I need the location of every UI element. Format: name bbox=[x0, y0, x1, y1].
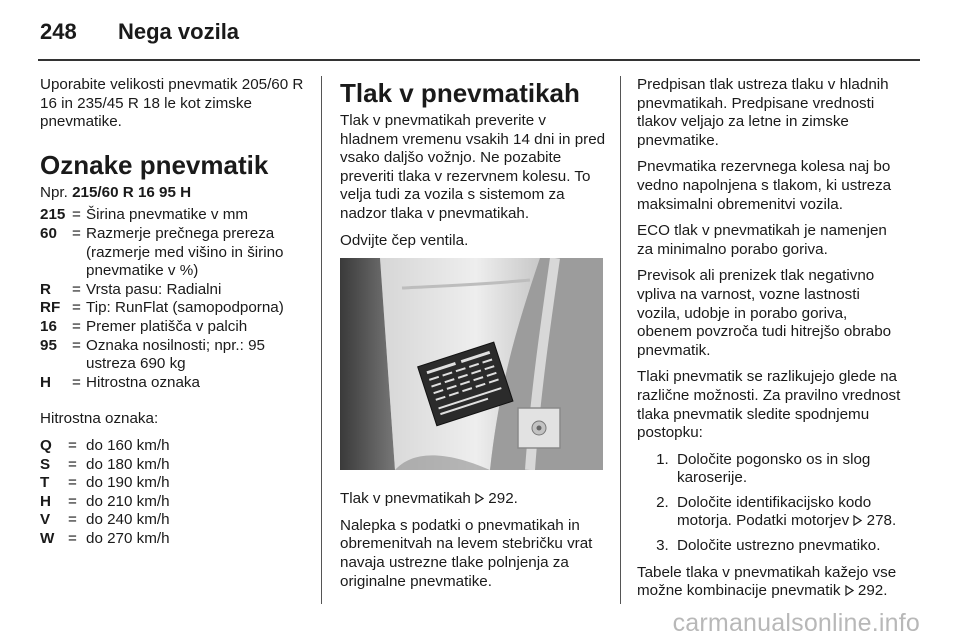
definition-desc: Tip: RunFlat (samopodporna) bbox=[86, 299, 284, 317]
pressure-table-text: Tabele tlaka v pnevmatikah kažejo vse možne kombinacije pnevmatik bbox=[637, 563, 897, 600]
definition-desc: Vrsta pasu: Radialni bbox=[86, 280, 222, 298]
valve-cap-instruction: Odvijte čep ventila. bbox=[340, 231, 469, 249]
photo-caption bbox=[340, 490, 608, 509]
definition-term: RF bbox=[40, 299, 61, 317]
example-prefix: Npr. bbox=[40, 183, 73, 201]
definition-row bbox=[40, 337, 308, 374]
speed-desc: do 240 km/h bbox=[86, 511, 170, 529]
speed-term: Q bbox=[40, 436, 52, 454]
page-reference-icon bbox=[853, 515, 862, 526]
pressure-effect-paragraph: Previsok ali prenizek tlak negativno vpliva na varnost, vozne lastnosti vozila, udobje in porabo goriva, obenem povzroča tudi hitrejšo obrabo pnevmatik. bbox=[637, 267, 892, 359]
speed-separator: = bbox=[68, 511, 77, 529]
header-divider bbox=[38, 59, 920, 61]
spare-tire-paragraph: Pnevmatika rezervnega kolesa naj bo vedno napolnjena s tlakom, ki ustreza maksimalni obremenitvi vozila. bbox=[637, 158, 892, 213]
tire-definition-list bbox=[40, 206, 308, 392]
definition-term: 16 bbox=[40, 317, 57, 335]
definition-separator: = bbox=[72, 280, 81, 298]
speed-term: H bbox=[40, 492, 51, 510]
definition-row bbox=[40, 225, 308, 281]
speed-separator: = bbox=[68, 455, 77, 473]
pressure-table-page-ref[interactable]: 292. bbox=[857, 582, 888, 600]
speed-separator: = bbox=[68, 492, 77, 510]
tire-pressure-heading: Tlak v pnevmatikah bbox=[340, 78, 580, 108]
chapter-title: Nega vozila bbox=[118, 19, 240, 44]
speed-row bbox=[40, 437, 308, 456]
pressure-table-paragraph bbox=[637, 564, 905, 601]
definition-desc: Premer platišča v palcih bbox=[86, 317, 248, 335]
procedure-step bbox=[673, 494, 905, 531]
speed-row bbox=[40, 511, 308, 530]
step-page-ref[interactable]: 278. bbox=[866, 512, 897, 530]
definition-term: H bbox=[40, 373, 51, 391]
speed-term: W bbox=[40, 529, 55, 547]
door-pillar-label-photo bbox=[340, 258, 603, 470]
definition-separator: = bbox=[72, 317, 81, 335]
page-reference-icon bbox=[845, 585, 854, 596]
speed-row bbox=[40, 474, 308, 493]
speed-desc: do 190 km/h bbox=[86, 474, 170, 492]
definition-separator: = bbox=[72, 206, 81, 224]
definition-row bbox=[40, 318, 308, 337]
column-divider-2 bbox=[620, 76, 621, 604]
definition-desc: Razmerje prečnega prereza (razmerje med višino in širino pnevmatike v %) bbox=[86, 224, 284, 280]
definition-row bbox=[40, 374, 308, 393]
definition-term: R bbox=[40, 280, 51, 298]
speed-row bbox=[40, 493, 308, 512]
definition-row bbox=[40, 281, 308, 300]
definition-desc: Oznaka nosilnosti; npr.: 95 ustreza 690 kg bbox=[86, 336, 265, 373]
step-text: Določite ustrezno pnevmatiko. bbox=[677, 537, 881, 555]
procedure-steps bbox=[637, 451, 905, 556]
speed-row bbox=[40, 530, 308, 549]
speed-desc: do 180 km/h bbox=[86, 455, 170, 473]
definition-desc: Širina pnevmatike v mm bbox=[86, 206, 249, 224]
definition-separator: = bbox=[72, 373, 81, 391]
watermark: carmanualsonline.info bbox=[672, 609, 920, 637]
procedure-step bbox=[673, 451, 905, 488]
definition-separator: = bbox=[72, 224, 81, 242]
door-pillar-illustration bbox=[340, 258, 603, 470]
example-value: 215/60 R 16 95 H bbox=[72, 183, 192, 201]
column-3 bbox=[637, 76, 905, 609]
speed-row bbox=[40, 456, 308, 475]
example-line bbox=[40, 184, 308, 203]
page-number: 248 bbox=[40, 19, 77, 44]
speed-separator: = bbox=[68, 529, 77, 547]
column-divider-1 bbox=[321, 76, 322, 604]
definition-row bbox=[40, 206, 308, 225]
definition-term: 60 bbox=[40, 224, 57, 242]
speed-desc: do 210 km/h bbox=[86, 492, 170, 510]
page-reference-icon bbox=[475, 493, 484, 504]
page-header bbox=[40, 14, 239, 50]
step-text: Določite pogonsko os in slog karoserije. bbox=[677, 450, 871, 487]
speed-term: V bbox=[40, 511, 51, 529]
definition-desc: Hitrostna oznaka bbox=[86, 373, 200, 391]
definition-separator: = bbox=[72, 299, 81, 317]
definition-term: 95 bbox=[40, 336, 57, 354]
speed-desc: do 160 km/h bbox=[86, 436, 170, 454]
definition-term: 215 bbox=[40, 206, 66, 224]
column-2 bbox=[340, 76, 608, 599]
step-text: Določite identifikacijsko kodo motorja. Podatki motorjev bbox=[677, 493, 872, 530]
tire-markings-heading: Oznake pnevmatik bbox=[40, 149, 269, 180]
definition-row bbox=[40, 299, 308, 318]
speed-desc: do 270 km/h bbox=[86, 529, 170, 547]
tire-pressure-paragraph: Tlak v pnevmatikah preverite v hladnem vremenu vsakih 14 dni in pred vsako daljšo vožnjo. Ne pozabite preveriti tlaka v rezervnem kolesu. To velja tudi za vozila s sistemom za nadzor tlaka v pnevmatikah. bbox=[340, 112, 606, 222]
caption-text: Tlak v pnevmatikah bbox=[340, 490, 476, 508]
procedure-intro-paragraph: Tlaki pnevmatik se razlikujejo glede na različne možnosti. Za pravilno vrednost tlaka pnevmatik sledite spodnjemu postopku: bbox=[637, 368, 901, 442]
speed-separator: = bbox=[68, 436, 77, 454]
speed-separator: = bbox=[68, 474, 77, 492]
speed-term: S bbox=[40, 455, 51, 473]
label-location-paragraph: Nalepka s podatki o pnevmatikah in obremenitvah na levem stebričku vrat navaja ustrezne tlake polnjenja za originalne pnevmatike. bbox=[340, 516, 593, 590]
eco-pressure-paragraph: ECO tlak v pnevmatikah je namenjen za minimalno porabo goriva. bbox=[637, 222, 887, 258]
speed-rating-list bbox=[40, 437, 308, 549]
caption-page-ref[interactable]: 292. bbox=[488, 490, 518, 508]
procedure-step bbox=[673, 537, 905, 556]
speed-rating-heading: Hitrostna oznaka: bbox=[40, 410, 159, 428]
definition-separator: = bbox=[72, 336, 81, 354]
speed-term: T bbox=[40, 474, 50, 492]
intro-paragraph: Uporabite velikosti pnevmatik 205/60 R 16 in 235/45 R 18 le kot zimske pnevmatike. bbox=[40, 76, 304, 131]
cold-tire-paragraph: Predpisan tlak ustreza tlaku v hladnih pnevmatikah. Predpisane vrednosti tlakov veljajo za letne in zimske pnevmatike. bbox=[637, 76, 889, 149]
column-1 bbox=[40, 76, 308, 548]
